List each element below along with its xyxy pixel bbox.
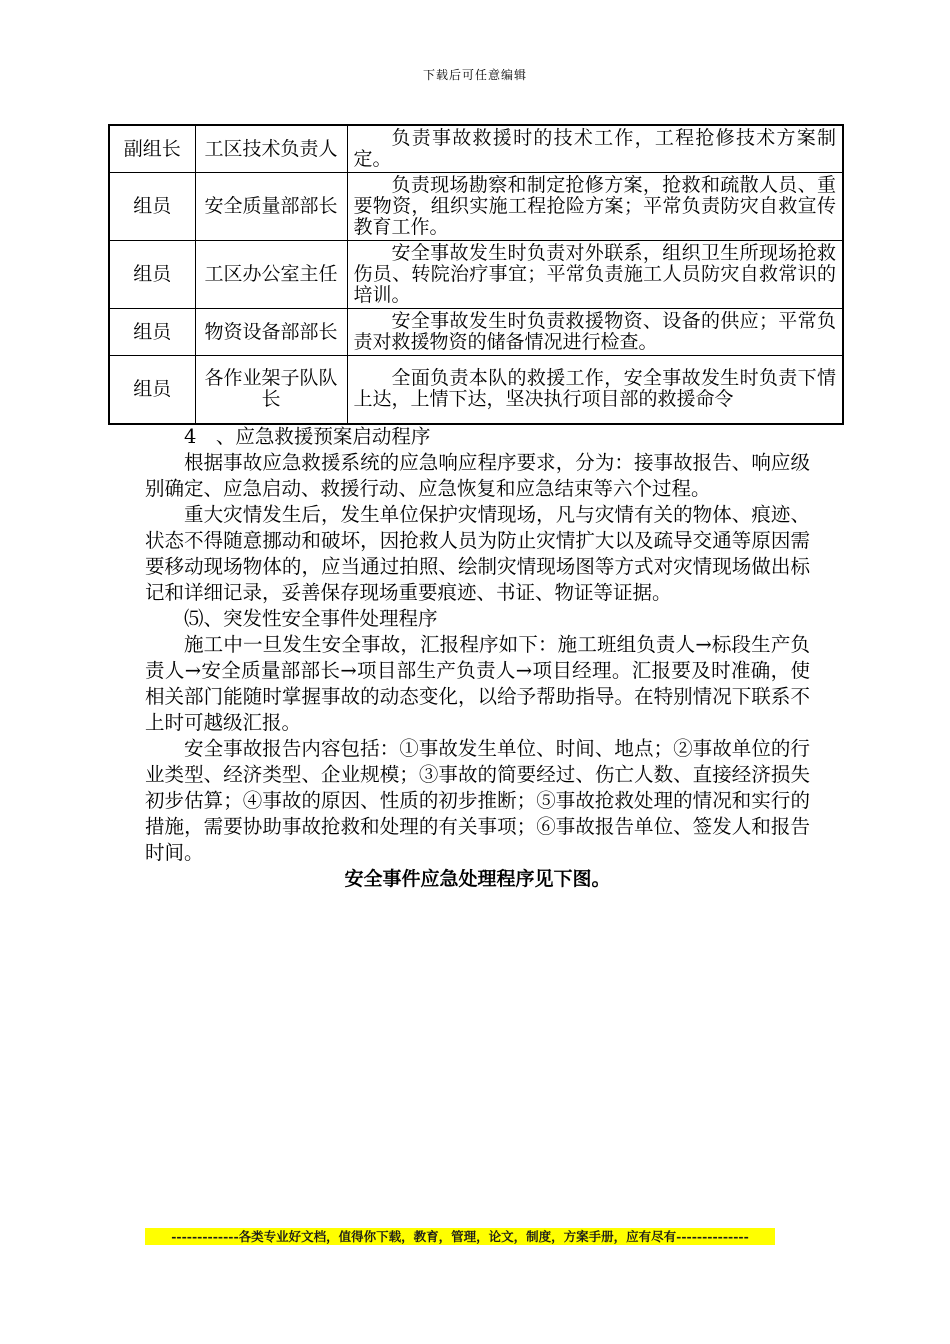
role-cell: 组员	[109, 356, 195, 424]
footer-banner: -------------各类专业好文档，值得你下载，教育，管理，论文，制度，方案手册，应有尽有--------------	[145, 1228, 775, 1245]
position-cell: 物资设备部部长	[195, 309, 347, 356]
section-heading-4: 4 、应急救援预案启动程序	[184, 425, 431, 448]
responsibility-table	[108, 124, 844, 425]
position-cell: 安全质量部部长	[195, 173, 347, 241]
paragraph-report-contents: 安全事故报告内容包括：①事故发生单位、时间、地点；②事故单位的行业类型、经济类型、企业规模；③事故的简要经过、伤亡人数、直接经济损失初步估算；④事故的原因、性质的初步推断；⑤事故抢救处理的情况和实行的措施，需要协助事故抢救和处理的有关事项；⑥事故报告单位、签发人和报告时间。	[145, 737, 810, 864]
table-row	[109, 309, 843, 356]
section-heading-5: ⑸、突发性安全事件处理程序	[184, 607, 438, 630]
document-body	[145, 424, 810, 892]
figure-reference-title: 安全事件应急处理程序见下图。	[344, 868, 611, 890]
duty-cell: 负责事故救援时的技术工作，工程抢修技术方案制定。	[347, 125, 843, 173]
position-cell: 工区办公室主任	[195, 241, 347, 309]
header-note: 下载后可任意编辑	[422, 68, 527, 82]
duty-cell: 负责现场勘察和制定抢修方案，抢救和疏散人员、重要物资，组织实施工程抢险方案；平常负责防灾自救宣传教育工作。	[347, 173, 843, 241]
role-cell: 副组长	[109, 125, 195, 173]
duty-cell: 全面负责本队的救援工作，安全事故发生时负责下情上达，上情下达，坚决执行项目部的救援命令	[347, 356, 843, 424]
position-cell: 工区技术负责人	[195, 125, 347, 173]
position-cell: 各作业架子队队长	[195, 356, 347, 424]
table-row	[109, 173, 843, 241]
table-row	[109, 356, 843, 424]
role-cell: 组员	[109, 309, 195, 356]
table-row	[109, 241, 843, 309]
table-row	[109, 125, 843, 173]
paragraph-report-chain: 施工中一旦发生安全事故，汇报程序如下：施工班组负责人→标段生产负责人→安全质量部部长→项目部生产负责人→项目经理。汇报要及时准确，使相关部门能随时掌握事故的动态变化，以给予帮助指导。在特别情况下联系不上时可越级汇报。	[145, 633, 810, 734]
paragraph-scene-protection: 重大灾情发生后，发生单位保护灾情现场，凡与灾情有关的物体、痕迹、状态不得随意挪动和破坏，因抢救人员为防止灾情扩大以及疏导交通等原因需要移动现场物体的，应当通过拍照、绘制灾情现场图等方式对灾情现场做出标记和详细记录，妥善保存现场重要痕迹、书证、物证等证据。	[145, 503, 810, 604]
duty-cell: 安全事故发生时负责对外联系，组织卫生所现场抢救伤员、转院治疗事宜；平常负责施工人员防灾自救常识的培训。	[347, 241, 843, 309]
paragraph-response-procedure: 根据事故应急救援系统的应急响应程序要求，分为：接事故报告、响应级别确定、应急启动、救援行动、应急恢复和应急结束等六个过程。	[145, 451, 810, 500]
role-cell: 组员	[109, 241, 195, 309]
role-cell: 组员	[109, 173, 195, 241]
duty-cell: 安全事故发生时负责救援物资、设备的供应；平常负责对救援物资的储备情况进行检查。	[347, 309, 843, 356]
